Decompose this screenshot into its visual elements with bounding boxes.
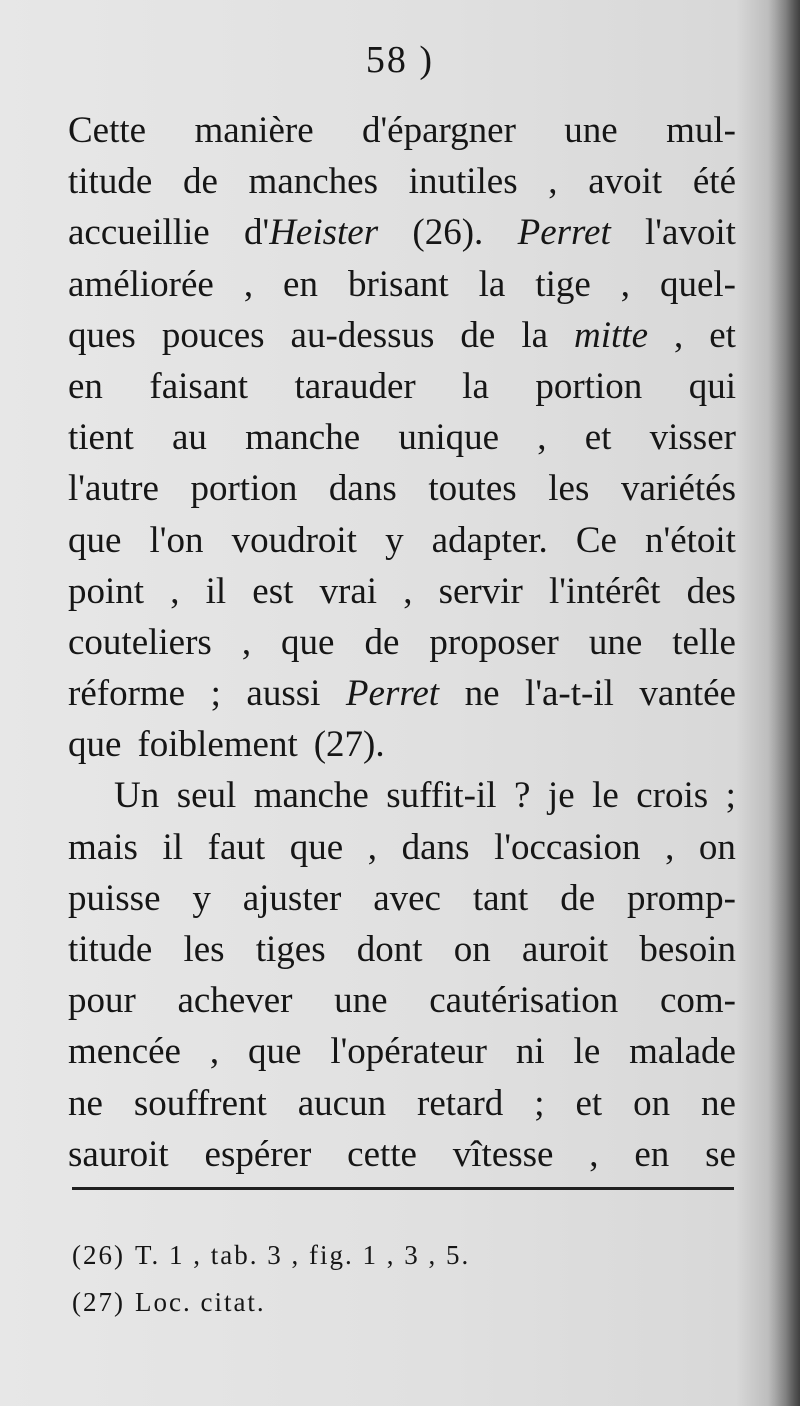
word: Un (114, 775, 160, 817)
word: (26). (412, 212, 484, 254)
word: que (68, 519, 122, 561)
text-line (68, 675, 736, 726)
word: besoin (639, 929, 736, 970)
word: aucun (297, 1082, 387, 1124)
word: sauroit (68, 1133, 169, 1175)
word: portion (535, 365, 643, 407)
word: dans (328, 468, 397, 510)
word: avec (373, 877, 441, 919)
word: ne (68, 1082, 103, 1124)
word: inutiles (408, 161, 518, 203)
word: , (665, 826, 675, 868)
word: ne (464, 673, 500, 715)
word: manche (245, 417, 361, 459)
word: faut (207, 826, 266, 868)
footnote-number: (27) (72, 1287, 125, 1317)
word: ne (701, 1082, 736, 1124)
word: que (289, 826, 344, 868)
word: variétés (620, 468, 736, 510)
word: auroit (521, 929, 609, 970)
word: une (334, 980, 388, 1022)
word: quel- (659, 263, 736, 305)
word: au-dessus (290, 314, 435, 356)
footnote-number: (26) (72, 1240, 125, 1270)
word: couteliers (68, 621, 212, 663)
word: qui (688, 365, 736, 407)
word: titude (68, 929, 153, 970)
word: ajuster (242, 877, 342, 919)
text-line (68, 570, 736, 624)
word: le (592, 775, 619, 817)
word: réforme (68, 673, 186, 715)
word: de (560, 877, 596, 919)
word: de (364, 621, 400, 663)
word: , (403, 570, 413, 612)
word: (27). (313, 724, 385, 766)
word: , (537, 417, 547, 459)
text-line (68, 314, 736, 368)
word: tige (535, 263, 591, 305)
word: telle (672, 621, 736, 663)
word: vrai (319, 570, 378, 612)
word: espérer (204, 1133, 312, 1175)
word: des (686, 570, 736, 612)
word: y (385, 519, 404, 561)
word: l'intérêt (549, 570, 661, 612)
text-line (68, 982, 736, 1033)
word: promp- (626, 877, 736, 919)
word: ; (210, 673, 221, 715)
word: l'on (149, 519, 204, 561)
word: ques (68, 314, 136, 356)
word: que (248, 1031, 302, 1073)
word: que (281, 621, 335, 663)
text-line (68, 726, 736, 777)
word: , (673, 314, 684, 356)
word: l'autre (68, 468, 159, 510)
word: Perret (517, 212, 611, 254)
word: avoit (588, 161, 663, 203)
word: les (183, 929, 225, 970)
text-line (68, 470, 736, 521)
text-line (68, 621, 736, 675)
word: , (170, 570, 180, 612)
word: , (209, 1031, 220, 1073)
word: toutes (428, 468, 517, 510)
word: Heister (269, 212, 379, 254)
word: foiblement (137, 724, 298, 766)
word: achever (177, 980, 293, 1022)
word: mul- (666, 110, 736, 151)
text-line (68, 519, 736, 573)
word: la (478, 263, 506, 305)
word: cette (347, 1133, 417, 1175)
word: été (692, 161, 736, 203)
word: puisse (68, 877, 161, 919)
spine-shadow (768, 0, 800, 1406)
word: ; (534, 1082, 545, 1124)
word: visser (649, 417, 736, 459)
word: ? (514, 775, 531, 817)
word: tant (472, 877, 529, 919)
word: com- (659, 980, 736, 1022)
footnote-text: T. 1 , tab. 3 , fig. 1 , 3 , 5. (134, 1240, 471, 1270)
page-number: 58 ) (365, 39, 435, 81)
word: l'a-t-il (525, 673, 614, 715)
word: l'avoit (645, 212, 736, 254)
word: d'Heister (244, 212, 379, 254)
word: Cette (68, 110, 147, 151)
text-line (68, 214, 736, 265)
word: brisant (347, 263, 449, 305)
footnotes (72, 1232, 732, 1326)
text-line (68, 1133, 736, 1187)
word: souffrent (133, 1082, 267, 1124)
word: et (709, 314, 736, 356)
word: en (68, 365, 103, 407)
word: on (453, 929, 491, 970)
word: suffit-il (386, 775, 497, 817)
footnote-text: Loc. citat. (134, 1287, 266, 1317)
text-line (68, 931, 736, 982)
word: Ce (575, 519, 617, 561)
text-line (68, 263, 736, 317)
word: cautérisation (429, 980, 619, 1022)
text-line (68, 877, 736, 931)
text-line (68, 1033, 736, 1084)
word: en (283, 263, 318, 305)
footnote (72, 1279, 732, 1326)
word: retard (417, 1082, 504, 1124)
word: voudroit (231, 519, 357, 561)
word: Perret (345, 673, 440, 715)
word: aussi (246, 673, 321, 715)
word: ni (515, 1031, 545, 1073)
word: les (548, 468, 590, 510)
word: mais (68, 826, 138, 868)
word: servir (438, 570, 523, 612)
word: tiges (255, 929, 326, 970)
word: la (462, 365, 489, 407)
word: dans (401, 826, 470, 868)
word: faisant (149, 365, 249, 407)
word: et (575, 1082, 603, 1124)
text-line (68, 777, 736, 828)
word: je (547, 775, 575, 817)
word: adapter. (431, 519, 548, 561)
word: crois (636, 775, 709, 817)
word: , (241, 621, 252, 663)
word: vîtesse (452, 1133, 554, 1175)
word: proposer (429, 621, 559, 663)
word: l'occasion (494, 826, 641, 868)
word: le (573, 1031, 601, 1073)
word: l'opérateur (330, 1031, 487, 1073)
word: portion (190, 468, 298, 510)
word: une (564, 110, 618, 151)
word: titude (68, 161, 153, 203)
footnote-rule (72, 1187, 734, 1190)
word: d'épargner (362, 110, 516, 151)
body-text (68, 112, 736, 1187)
word: manière (194, 110, 314, 151)
text-line (68, 365, 736, 419)
word: on (698, 826, 736, 868)
word: unique (398, 417, 500, 459)
word: une (588, 621, 643, 663)
word: , (367, 826, 378, 868)
word: , (548, 161, 558, 203)
word: tient (68, 417, 134, 459)
word: il (205, 570, 227, 612)
word: y (192, 877, 211, 919)
word: de (460, 314, 496, 356)
word: seul (176, 775, 237, 817)
word: tarauder (294, 365, 416, 407)
word: point (68, 570, 145, 612)
word: vantée (639, 673, 736, 715)
word: mencée (68, 1031, 181, 1073)
text-line (68, 112, 736, 163)
word: et (584, 417, 612, 459)
word: mitte (574, 314, 648, 356)
word: , (243, 263, 254, 305)
text-line (68, 419, 736, 470)
word: dont (356, 929, 423, 970)
word: en (634, 1133, 670, 1175)
word: manche (253, 775, 369, 817)
word: pour (68, 980, 136, 1022)
footnote (72, 1232, 732, 1279)
word: manches (248, 161, 378, 203)
word: accueillie (68, 212, 210, 254)
word: de (182, 161, 218, 203)
word: malade (629, 1031, 736, 1073)
text-line (68, 1082, 736, 1136)
word: n'étoit (645, 519, 736, 561)
word: améliorée (68, 263, 214, 305)
text-line (68, 163, 736, 214)
word: , (589, 1133, 599, 1175)
word: se (705, 1133, 736, 1175)
text-line (68, 826, 736, 880)
word: on (633, 1082, 671, 1124)
word: la (521, 314, 549, 356)
word: est (252, 570, 294, 612)
word: , (620, 263, 630, 305)
word: pouces (161, 314, 265, 356)
word: que (68, 724, 122, 766)
word: il (162, 826, 184, 868)
word: ; (725, 775, 736, 817)
word: au (171, 417, 207, 459)
